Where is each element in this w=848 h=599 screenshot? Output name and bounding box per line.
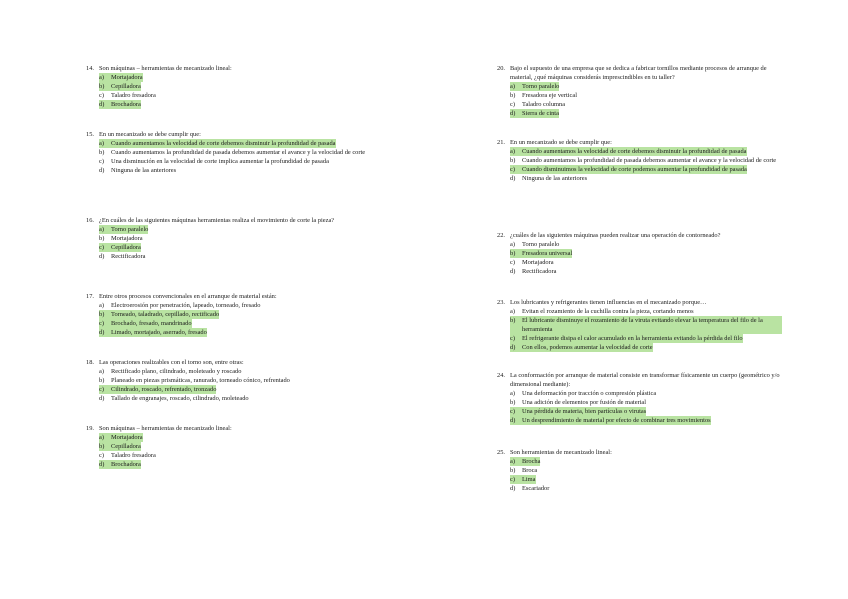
option-text: Taladro fresadora: [111, 92, 156, 99]
option: [510, 240, 782, 249]
option-letter: c): [510, 475, 522, 484]
options-list: [510, 457, 782, 493]
question-text: Son máquinas – herramientas de mecanizado lineal:: [99, 65, 232, 72]
option: [510, 174, 782, 183]
question-21: [497, 138, 782, 183]
option-letter: a): [510, 308, 515, 315]
option-letter: c): [99, 385, 111, 394]
option-letter: a): [510, 390, 515, 397]
option-letter: c): [510, 165, 522, 174]
question-text: Las operaciones realizables con el torno son, entre otras:: [99, 359, 244, 366]
option-letter: d): [99, 328, 111, 337]
option-text: Taladro columna: [522, 101, 566, 108]
options-list: [99, 225, 366, 261]
option-letter: d): [510, 268, 516, 275]
question-number: 22.: [497, 232, 505, 239]
option-letter: b): [510, 316, 522, 334]
question-text: Bajo el supuesto de una empresa que se dedica a fabricar tornillos mediante procesos de arranque de material, ¿qué máquinas considerás imprescindibles en tu taller?: [510, 65, 767, 81]
option-text: Broca: [522, 467, 538, 474]
option-letter: d): [510, 485, 516, 492]
option-highlighted: [99, 433, 366, 442]
option: [99, 451, 366, 460]
option-text: Escariador: [522, 485, 550, 492]
option-text: Rectificado plano, cilindrado, moleteado y roscado: [111, 368, 242, 375]
option-text: Brochadora: [111, 101, 141, 108]
question-title: [86, 64, 366, 73]
option-letter: c): [99, 158, 104, 165]
option-highlighted: [99, 460, 366, 469]
options-list: [99, 433, 366, 469]
option: [99, 301, 366, 310]
option-letter: b): [510, 157, 516, 164]
option-text: Fresadora universal: [522, 250, 573, 257]
option: [510, 91, 782, 100]
question-20: [497, 64, 782, 118]
option-letter: b): [99, 377, 105, 384]
option-text: Cuando aumentamos la profundidad de pasada debemos aumentar el avance y la velocidad de corte: [522, 157, 777, 164]
option-letter: d): [99, 395, 105, 402]
option-letter: a): [510, 147, 522, 156]
options-list: [510, 82, 782, 118]
option-letter: c): [510, 407, 522, 416]
question-title: [86, 424, 366, 433]
option-highlighted: [99, 100, 366, 109]
option-letter: c): [99, 243, 111, 252]
question-number: 20.: [497, 65, 505, 72]
question-title: [86, 358, 366, 367]
option-highlighted: [510, 407, 782, 416]
question-text: Entre otros procesos convencionales en el arranque de material están:: [99, 293, 277, 300]
question-number: 14.: [86, 65, 94, 72]
option-text: Un desprendimiento de material por efecto de combinar tres movimientos: [522, 417, 711, 424]
option-text: El lubricante disminuye el rozamiento de la viruta evitando elevar la temperatura del filo de la herramienta: [522, 316, 782, 334]
option-text: Sierra de cinta: [522, 110, 559, 117]
option-highlighted: [99, 225, 366, 234]
option: [99, 157, 366, 166]
option-text: Cepilladora: [111, 83, 141, 90]
question-text: ¿En cuáles de las siguientes máquinas herramientas realiza el movimiento de corte la pieza?: [99, 217, 335, 224]
option-letter: a): [99, 368, 104, 375]
option-highlighted: [99, 73, 366, 82]
option-text: Cuando disminuimos la velocidad de corte podemos aumentar la profundidad de pasada: [522, 166, 747, 173]
option-highlighted: [510, 316, 782, 334]
question-number: 18.: [86, 359, 94, 366]
option-highlighted: [510, 109, 782, 118]
options-list: [99, 367, 366, 403]
option-highlighted: [510, 147, 782, 156]
question-22: [497, 231, 782, 276]
option-letter: d): [510, 343, 522, 352]
option: [99, 148, 366, 157]
option-highlighted: [99, 385, 366, 394]
option-text: El refrigerante disipa el calor acumulado en la herramienta evitando la pérdida del filo: [522, 335, 743, 342]
option-highlighted: [510, 475, 782, 484]
question-text: En un mecanizado se debe cumplir que:: [510, 139, 612, 146]
option-letter: c): [99, 92, 104, 99]
option-text: Limado, mortajado, aserrado, fresado: [111, 329, 207, 336]
option-letter: a): [99, 433, 111, 442]
option-text: Cepilladora: [111, 244, 141, 251]
option-letter: a): [99, 302, 104, 309]
option-text: Una adición de elementos por fusión de material: [522, 399, 647, 406]
question-15: [86, 130, 366, 175]
option-highlighted: [99, 310, 366, 319]
question-19: [86, 424, 366, 469]
option-letter: b): [99, 442, 111, 451]
option: [99, 91, 366, 100]
question-text: Son herramientas de mecanizado lineal:: [510, 449, 612, 456]
option-text: Rectificadora: [111, 253, 146, 260]
option-letter: b): [510, 467, 516, 474]
question-25: [497, 448, 782, 493]
option-letter: d): [510, 416, 522, 425]
option-letter: c): [99, 452, 104, 459]
option-letter: d): [510, 175, 516, 182]
option-text: Mortajadora: [111, 235, 143, 242]
question-number: 24.: [497, 372, 505, 379]
option-letter: c): [510, 101, 515, 108]
option-text: Torno paralelo: [522, 83, 560, 90]
option: [99, 367, 366, 376]
option-letter: a): [99, 73, 111, 82]
question-18: [86, 358, 366, 403]
option: [99, 252, 366, 261]
option: [510, 156, 782, 165]
question-text: Son máquinas – herramientas de mecanizado lineal:: [99, 425, 232, 432]
option-text: Una disminución en la velocidad de corte implica aumentar la profundidad de pasada: [111, 158, 329, 165]
question-title: [497, 64, 782, 82]
option: [99, 394, 366, 403]
option: [510, 100, 782, 109]
option: [510, 484, 782, 493]
question-title: [497, 138, 782, 147]
option-highlighted: [99, 319, 366, 328]
option-letter: b): [510, 249, 522, 258]
question-number: 25.: [497, 449, 505, 456]
option-text: Cuando aumentamos la velocidad de corte debemos disminuir la profundidad de pasada: [111, 140, 336, 147]
options-list: [99, 139, 366, 175]
option-highlighted: [510, 416, 782, 425]
options-list: [510, 147, 782, 183]
question-number: 16.: [86, 217, 94, 224]
option-letter: a): [510, 82, 522, 91]
option-text: Ninguna de las anteriores: [522, 175, 588, 182]
question-number: 21.: [497, 139, 505, 146]
option: [99, 234, 366, 243]
option-text: Una pérdida de materia, bien partículas o virutas: [522, 408, 647, 415]
option-letter: b): [99, 149, 105, 156]
question-16: [86, 216, 366, 261]
option-text: Una deformación por tracción o compresión plástica: [522, 390, 657, 397]
option: [510, 389, 782, 398]
option: [510, 466, 782, 475]
option-letter: a): [99, 225, 111, 234]
question-title: [497, 371, 782, 389]
option: [510, 307, 782, 316]
question-title: [497, 298, 782, 307]
option-text: Electroerosión por penetración, lapeado, torneado, fresado: [111, 302, 261, 309]
question-title: [497, 231, 782, 240]
options-list: [510, 389, 782, 425]
options-list: [99, 301, 366, 337]
question-number: 23.: [497, 299, 505, 306]
option-text: Cuando aumentamos la velocidad de corte debemos disminuir la profundidad de pasada: [522, 148, 747, 155]
option-letter: d): [99, 100, 111, 109]
question-text: En un mecanizado se debe cumplir que:: [99, 131, 201, 138]
option-text: Brocha: [522, 458, 541, 465]
question-text: ¿cuáles de las siguientes máquinas pueden realizar una operación de contorneado?: [510, 232, 721, 239]
option-highlighted: [99, 82, 366, 91]
question-text: La conformación por arranque de material consiste en transformar físicamente un cuerpo (geométrico y/o dimensional mediante):: [510, 372, 780, 388]
option-letter: a): [99, 139, 111, 148]
option-text: Brochado, fresado, mandrinado: [111, 320, 192, 327]
options-list: [99, 73, 366, 109]
option-text: Lima: [522, 476, 536, 483]
question-number: 17.: [86, 293, 94, 300]
question-number: 15.: [86, 131, 94, 138]
option-letter: a): [510, 241, 515, 248]
question-24: [497, 371, 782, 425]
option-text: Cuando aumentamos la profundidad de pasada debemos aumentar el avance y la velocidad de corte: [111, 149, 366, 156]
option-letter: b): [510, 92, 516, 99]
option-letter: d): [99, 460, 111, 469]
option-text: Mortajadora: [111, 434, 143, 441]
option-letter: c): [510, 334, 522, 343]
option-highlighted: [510, 165, 782, 174]
option-highlighted: [510, 457, 782, 466]
option-highlighted: [99, 328, 366, 337]
option-highlighted: [510, 343, 782, 352]
question-17: [86, 292, 366, 337]
option-highlighted: [510, 82, 782, 91]
option-text: Con ellos, podemos aumentar la velocidad de corte: [522, 344, 653, 351]
option: [510, 267, 782, 276]
option-letter: b): [510, 399, 516, 406]
option-text: Cilindrado, roscado, refrentado, tronzado: [111, 386, 217, 393]
option-text: Ninguna de las anteriores: [111, 167, 177, 174]
option-text: Mortajadora: [111, 74, 143, 81]
option-letter: b): [99, 310, 111, 319]
option-text: Planeado en piezas prismáticas, ranurado, torneado cónico, refrentado: [111, 377, 290, 384]
question-text: Los lubricantes y refrigerantes tienen influencias en el mecanizado porque…: [510, 299, 707, 306]
option-highlighted: [99, 139, 366, 148]
option: [510, 398, 782, 407]
option: [510, 258, 782, 267]
option-highlighted: [99, 442, 366, 451]
option-text: Mortajadora: [522, 259, 554, 266]
option-letter: d): [99, 253, 105, 260]
option-text: Torneado, taladrado, cepillado, rectificado: [111, 311, 220, 318]
question-number: 19.: [86, 425, 94, 432]
option-highlighted: [510, 249, 782, 258]
option-text: Taladro fresadora: [111, 452, 156, 459]
option: [99, 376, 366, 385]
option-letter: a): [510, 457, 522, 466]
question-title: [86, 292, 366, 301]
option-text: Tallado de engranajes, roscado, cilindrado, moleteado: [111, 395, 249, 402]
option-letter: c): [99, 319, 111, 328]
option-letter: d): [510, 109, 522, 118]
option-text: Torno paralelo: [522, 241, 560, 248]
question-14: [86, 64, 366, 109]
option-letter: b): [99, 235, 105, 242]
option-letter: d): [99, 167, 105, 174]
question-title: [497, 448, 782, 457]
question-title: [86, 130, 366, 139]
option-highlighted: [510, 334, 782, 343]
option-text: Brochadora: [111, 461, 141, 468]
option-text: Rectificadora: [522, 268, 557, 275]
option-text: Torno paralelo: [111, 226, 149, 233]
option-text: Evitan el rozamiento de la cuchilla contra la pieza, cortando menos: [522, 308, 694, 315]
option-highlighted: [99, 243, 366, 252]
options-list: [510, 240, 782, 276]
options-list: [510, 307, 782, 352]
option-letter: c): [510, 259, 515, 266]
option-letter: b): [99, 82, 111, 91]
question-23: [497, 298, 782, 352]
question-title: [86, 216, 366, 225]
option-text: Fresadora eje vertical: [522, 92, 578, 99]
option: [99, 166, 366, 175]
option-text: Cepilladora: [111, 443, 141, 450]
